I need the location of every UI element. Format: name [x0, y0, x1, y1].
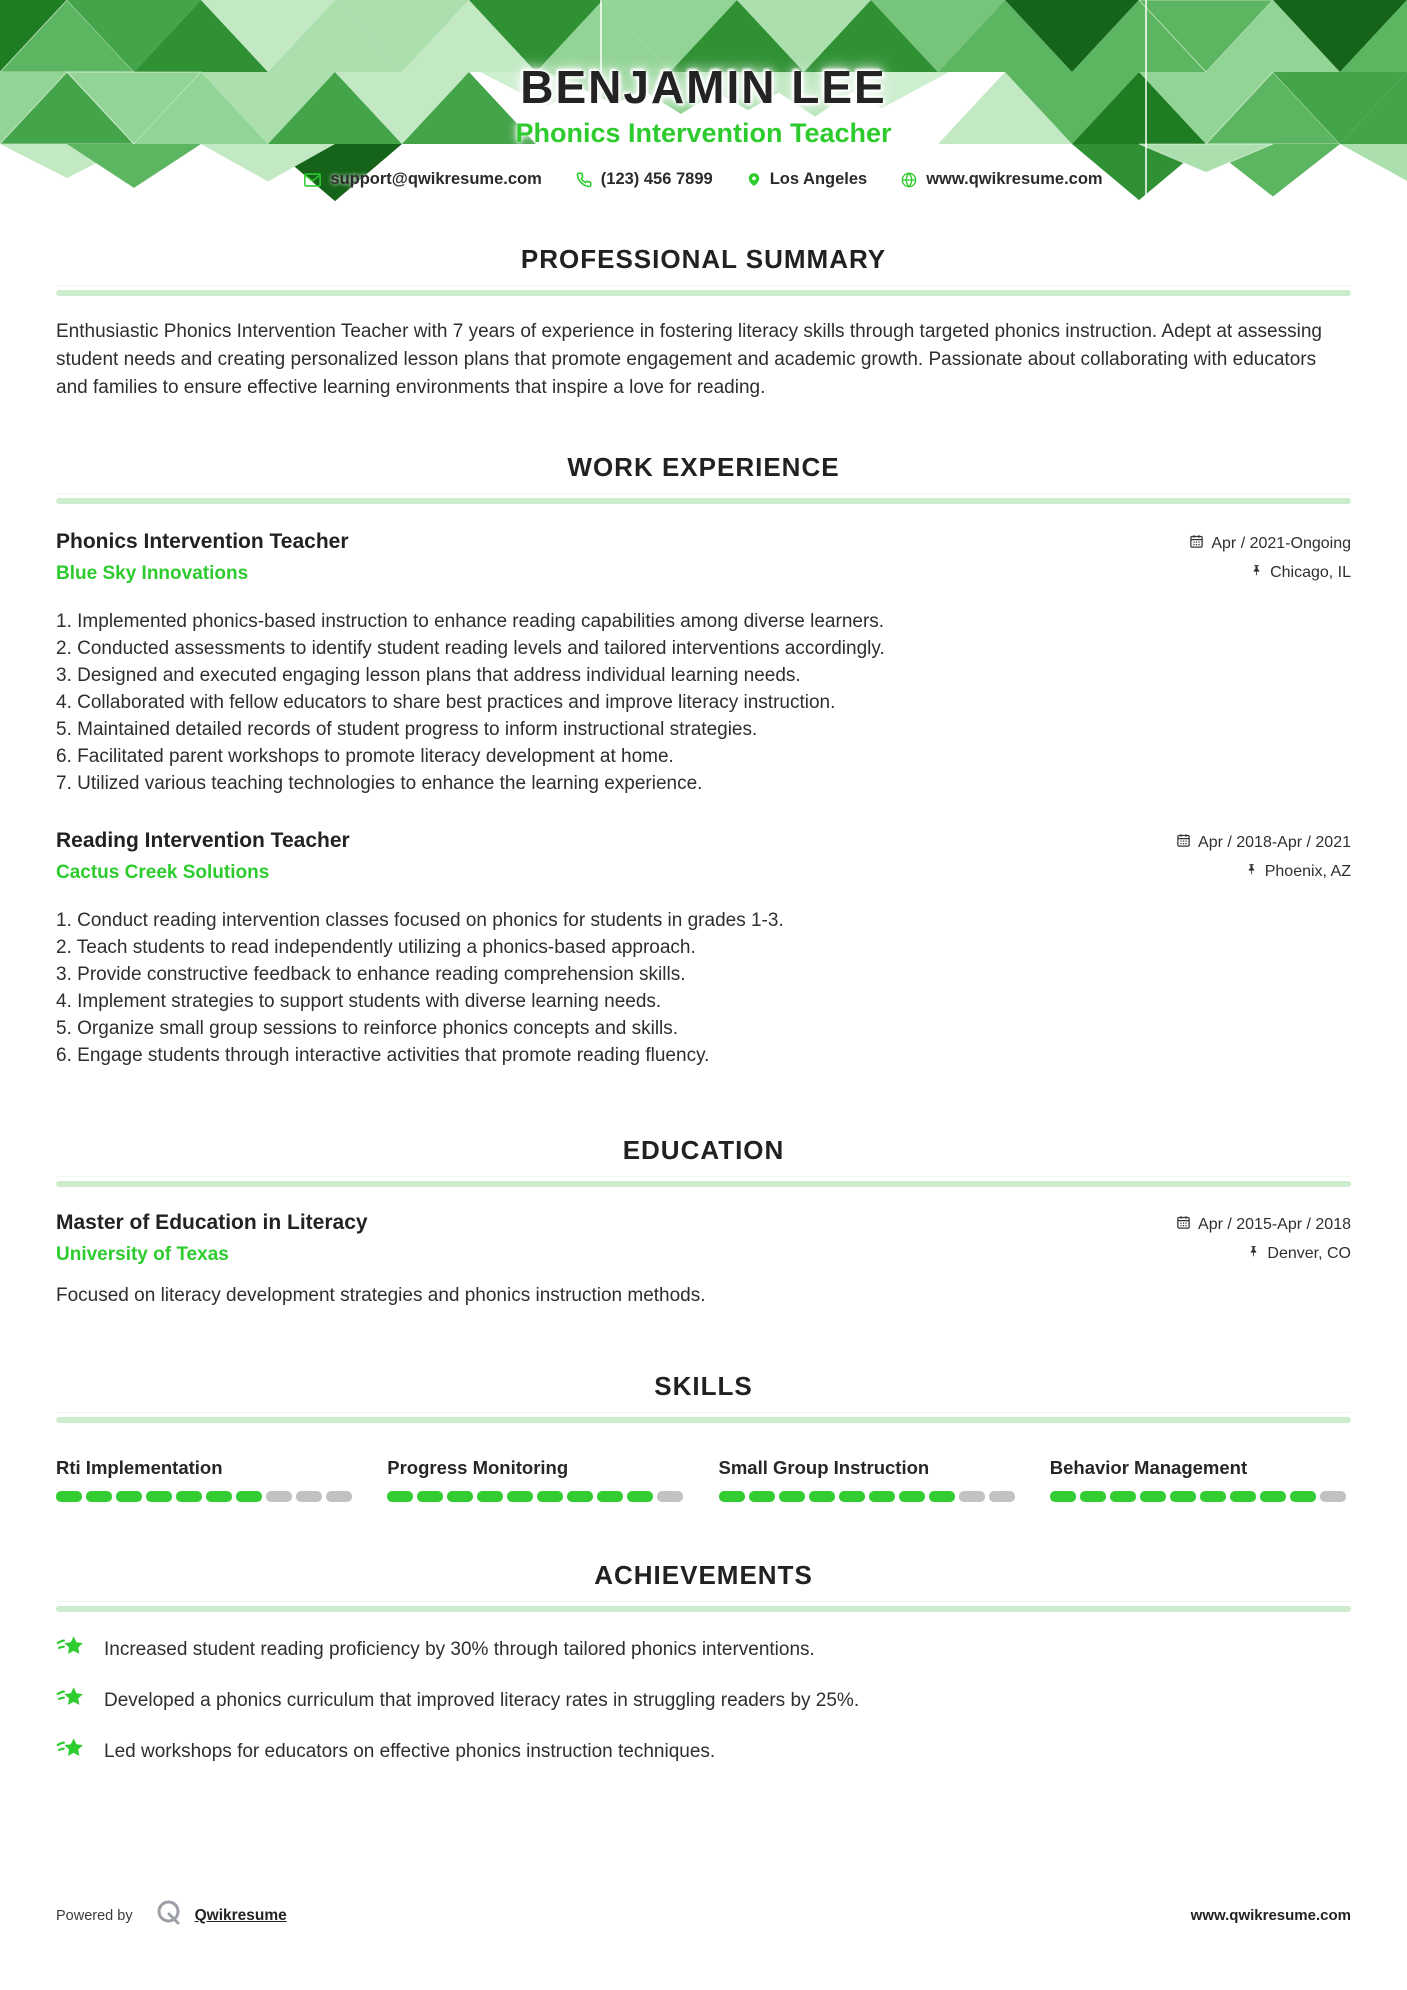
- pushpin-icon: [1247, 1244, 1260, 1264]
- skill-level-segment: [236, 1491, 262, 1502]
- achievement-entry: [56, 1685, 1351, 1717]
- achievement-text: Led workshops for educators on effective phonics instruction techniques.: [104, 1741, 716, 1762]
- skill-level-segment: [1140, 1491, 1166, 1502]
- contact-email[interactable]: [304, 170, 541, 189]
- skill-entry: [387, 1457, 688, 1502]
- skills-heading: SKILLS: [654, 1371, 753, 1401]
- pushpin-icon: [1250, 563, 1263, 583]
- job-duty: Designed and executed engaging lesson plans that address individual learning needs.: [77, 665, 801, 686]
- skill-level-segment: [627, 1491, 653, 1502]
- skill-level-segment: [1200, 1491, 1226, 1502]
- envelope-icon: [304, 173, 321, 187]
- skill-level-segment: [567, 1491, 593, 1502]
- skill-level-segment: [809, 1491, 835, 1502]
- job-dates-text: Apr / 2021-Ongoing: [1211, 535, 1351, 552]
- section-skills: [56, 1371, 1351, 1502]
- skill-level-segment: [537, 1491, 563, 1502]
- degree-title: Master of Education in Literacy: [56, 1211, 368, 1234]
- skill-name: Behavior Management: [1049, 1457, 1248, 1478]
- skill-level-segment: [477, 1491, 503, 1502]
- job-location-text: Phoenix, AZ: [1264, 863, 1351, 880]
- education-list: [56, 1211, 1351, 1307]
- job-duty-list: [56, 907, 1351, 1069]
- education-entry: [56, 1211, 1351, 1307]
- job-entry: [56, 530, 1351, 797]
- job-duty: Provide constructive feedback to enhance reading comprehension skills.: [77, 964, 686, 985]
- skill-level-segment: [116, 1491, 142, 1502]
- summary-heading: PROFESSIONAL SUMMARY: [520, 244, 887, 274]
- skill-name: Small Group Instruction: [718, 1457, 930, 1478]
- skill-level-segment: [86, 1491, 112, 1502]
- job-duty: Implement strategies to support students with diverse learning needs.: [77, 991, 662, 1012]
- brand-link[interactable]: Qwikresume: [194, 1906, 287, 1924]
- skill-level-segment: [146, 1491, 172, 1502]
- job-duty: Facilitated parent workshops to promote literacy development at home.: [77, 746, 674, 767]
- job-duty: Engage students through interactive activities that promote reading fluency.: [77, 1045, 710, 1066]
- person-job-title: Phonics Intervention Teacher: [515, 118, 892, 148]
- shooting-star-icon: [56, 1685, 86, 1717]
- section-divider: [56, 1601, 1351, 1612]
- skill-level-segment: [447, 1491, 473, 1502]
- skill-level-segment: [326, 1491, 352, 1502]
- job-duty: Utilized various teaching technologies to enhance the learning experience.: [77, 773, 703, 794]
- job-location: [1189, 563, 1351, 583]
- skill-level-segment: [989, 1491, 1015, 1502]
- skill-level-bar: [1050, 1491, 1351, 1502]
- shooting-star-icon: [56, 1634, 86, 1666]
- skill-level-segment: [507, 1491, 533, 1502]
- skill-level-bar: [719, 1491, 1020, 1502]
- section-divider: [56, 285, 1351, 296]
- job-dates: [1176, 833, 1351, 853]
- skill-level-segment: [1320, 1491, 1346, 1502]
- school-name: University of Texas: [56, 1244, 229, 1265]
- skill-level-segment: [56, 1491, 82, 1502]
- job-duty: Conduct reading intervention classes focused on phonics for students in grades 1-3.: [77, 910, 784, 931]
- skill-entry: [56, 1457, 357, 1502]
- job-duty: Conducted assessments to identify student reading levels and tailored interventions accordingly.: [77, 638, 885, 659]
- experience-heading: WORK EXPERIENCE: [567, 452, 840, 482]
- skill-level-segment: [266, 1491, 292, 1502]
- contact-bar: [0, 170, 1407, 189]
- skills-grid: [56, 1457, 1351, 1502]
- summary-text: Enthusiastic Phonics Intervention Teacher with 7 years of experience in fostering literacy skills through targeted phonics instruction. Adept at assessing student needs and creating personalized lesson plans that promote engagement and academic growth. Passionate about collaborating with educators and families to ensure effective learning environments that inspire a love for reading.: [56, 321, 1322, 398]
- achievement-text: Increased student reading proficiency by 30% through tailored phonics interventions.: [104, 1639, 815, 1660]
- job-duty: Implemented phonics-based instruction to enhance reading capabilities among diverse learners.: [77, 611, 885, 632]
- job-entry: [56, 829, 1351, 1069]
- skill-name: Rti Implementation: [56, 1457, 223, 1478]
- header: [0, 0, 1407, 230]
- achievements-heading: ACHIEVEMENTS: [594, 1560, 813, 1590]
- globe-icon: [901, 172, 917, 188]
- job-list: [56, 530, 1351, 1069]
- education-location-text: Denver, CO: [1267, 1245, 1351, 1262]
- calendar-icon: [1176, 1215, 1191, 1235]
- skill-level-segment: [929, 1491, 955, 1502]
- skill-level-segment: [839, 1491, 865, 1502]
- section-divider: [56, 1176, 1351, 1187]
- contact-website[interactable]: [901, 170, 1102, 189]
- achievement-entry: [56, 1634, 1351, 1666]
- footer-website[interactable]: www.qwikresume.com: [1190, 1907, 1351, 1924]
- skill-level-segment: [1230, 1491, 1256, 1502]
- job-duty: Teach students to read independently utilizing a phonics-based approach.: [76, 937, 696, 958]
- job-title: Reading Intervention Teacher: [56, 829, 350, 852]
- job-location-text: Chicago, IL: [1270, 564, 1351, 581]
- phone-icon: [576, 172, 592, 188]
- education-dates: [1176, 1215, 1351, 1235]
- skill-level-segment: [1050, 1491, 1076, 1502]
- skill-level-segment: [1080, 1491, 1106, 1502]
- skill-entry: [719, 1457, 1020, 1502]
- contact-location-text: Los Angeles: [769, 170, 868, 188]
- achievement-entry: [56, 1736, 1351, 1768]
- skill-level-segment: [779, 1491, 805, 1502]
- achievement-text: Developed a phonics curriculum that improved literacy rates in struggling readers by 25%.: [104, 1690, 860, 1711]
- achievement-list: [56, 1634, 1351, 1768]
- section-work-experience: [56, 452, 1351, 1069]
- job-company: Cactus Creek Solutions: [56, 862, 270, 883]
- contact-location: [747, 170, 868, 189]
- calendar-icon: [1176, 833, 1191, 853]
- skill-level-bar: [56, 1491, 357, 1502]
- skill-level-segment: [206, 1491, 232, 1502]
- skill-level-segment: [417, 1491, 443, 1502]
- job-company: Blue Sky Innovations: [56, 563, 249, 584]
- section-achievements: [56, 1560, 1351, 1768]
- skill-level-segment: [1260, 1491, 1286, 1502]
- skill-level-segment: [959, 1491, 985, 1502]
- skill-level-segment: [597, 1491, 623, 1502]
- calendar-icon: [1189, 534, 1204, 554]
- footer: [56, 1898, 1351, 1933]
- skill-level-segment: [1110, 1491, 1136, 1502]
- education-heading: EDUCATION: [622, 1135, 785, 1165]
- job-location: [1176, 862, 1351, 882]
- section-education: [56, 1135, 1351, 1307]
- skill-level-segment: [719, 1491, 745, 1502]
- job-title: Phonics Intervention Teacher: [56, 530, 349, 553]
- contact-website-text: www.qwikresume.com: [926, 170, 1103, 188]
- powered-by-label: Powered by: [56, 1907, 133, 1924]
- contact-phone: [576, 170, 713, 189]
- pushpin-icon: [1245, 862, 1258, 882]
- resume-body: [0, 244, 1407, 1768]
- education-location: [1176, 1244, 1351, 1264]
- skill-level-bar: [387, 1491, 688, 1502]
- job-duty: Collaborated with fellow educators to share best practices and improve literacy instruction.: [77, 692, 836, 713]
- section-divider: [56, 493, 1351, 504]
- education-dates-text: Apr / 2015-Apr / 2018: [1198, 1216, 1351, 1233]
- skill-level-segment: [869, 1491, 895, 1502]
- skill-level-segment: [749, 1491, 775, 1502]
- section-divider: [56, 1412, 1351, 1423]
- skill-level-segment: [387, 1491, 413, 1502]
- map-pin-icon: [747, 171, 761, 188]
- shooting-star-icon: [56, 1736, 86, 1768]
- skill-entry: [1050, 1457, 1351, 1502]
- job-dates: [1189, 534, 1351, 554]
- skill-level-segment: [296, 1491, 322, 1502]
- contact-phone-text: (123) 456 7899: [600, 170, 713, 188]
- q-logo: [155, 1898, 185, 1933]
- contact-email-text: support@qwikresume.com: [330, 170, 542, 188]
- section-professional-summary: [56, 244, 1351, 402]
- job-duty-list: [56, 608, 1351, 797]
- education-description: Focused on literacy development strategies and phonics instruction methods.: [56, 1285, 706, 1306]
- skill-level-segment: [176, 1491, 202, 1502]
- skill-level-segment: [657, 1491, 683, 1502]
- skill-level-segment: [1290, 1491, 1316, 1502]
- skill-level-segment: [899, 1491, 925, 1502]
- skill-level-segment: [1170, 1491, 1196, 1502]
- person-name: BENJAMIN LEE: [520, 61, 887, 113]
- skill-name: Progress Monitoring: [387, 1457, 569, 1478]
- job-duty: Maintained detailed records of student progress to inform instructional strategies.: [77, 719, 758, 740]
- job-dates-text: Apr / 2018-Apr / 2021: [1198, 834, 1351, 851]
- job-duty: Organize small group sessions to reinforce phonics concepts and skills.: [77, 1018, 679, 1039]
